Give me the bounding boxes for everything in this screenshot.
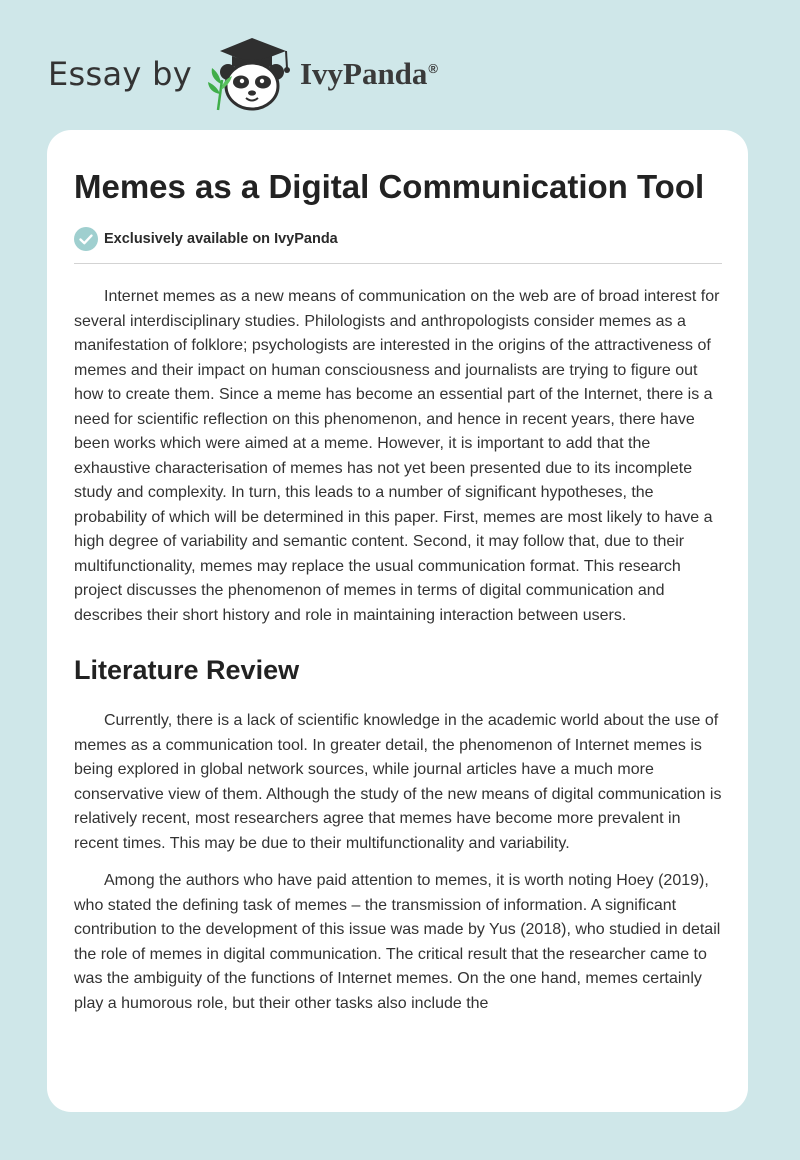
availability-badge [74,226,722,252]
site-header [48,34,438,114]
section-paragraph: Among the authors who have paid attention to memes, it is worth noting Hoey (2019), who stated the defining task of memes – the transmission of information. A significant contribution to the development of this issue was made by Yus (2018), who studied in detail the role of memes in digital communication. The critical result that the researcher came to was the ambiguity of the functions of Internet memes. On the one hand, memes certainly play a humorous role, but their other tasks also include the [74,872,721,1012]
intro-paragraph: Internet memes as a new means of communication on the web are of broad interest for several interdisciplinary studies. Philologists and anthropologists consider memes as a manifestation of folklore; psychologists are interested in the origins of the attractiveness of memes and their impact on human consciousness and journalists are trying to figure out how to create them. Since a meme has become an essential part of the Internet, there is a need for scientific reflection on this phenomenon, and hence in recent years, there have been works which were aimed at a meme. However, it is important to add that the exhaustive characterisation of memes has not yet been presented due to its incomplete study and complexity. In turn, this leads to a number of significant hypotheses, the probability of which will be determined in this paper. First, memes are most likely to have a high degree of variability and semantic content. Second, it may follow that, due to their multifunctionality, memes may replace the usual communication format. This research project discusses the phenomenon of memes in terms of digital communication and describes their short history and role in maintaining interaction between users. [74,288,720,624]
divider [74,263,722,264]
essay-by-label: Essay by [48,55,192,93]
section-heading: Literature Review [74,655,300,685]
essay-title: Memes as a Digital Communication Tool [74,168,705,205]
brand-name[interactable]: IvyPanda® [299,56,439,91]
check-circle-icon [74,227,98,251]
registered-mark: ® [428,60,439,76]
panda-logo-icon[interactable] [206,34,298,114]
availability-label: Exclusively available on IvyPanda [104,231,338,247]
section-paragraph: Currently, there is a lack of scientific knowledge in the academic world about the use of memes as a communication tool. In greater detail, the phenomenon of Internet memes is being explored in global network sources, while journal articles have a much more conservative view of them. Although the study of the new means of digital communication is relatively recent, most researchers agree that memes have become more prevalent in recent times. This may be due to their multifunctionality and variability. [74,712,722,852]
essay-card [47,130,748,1112]
